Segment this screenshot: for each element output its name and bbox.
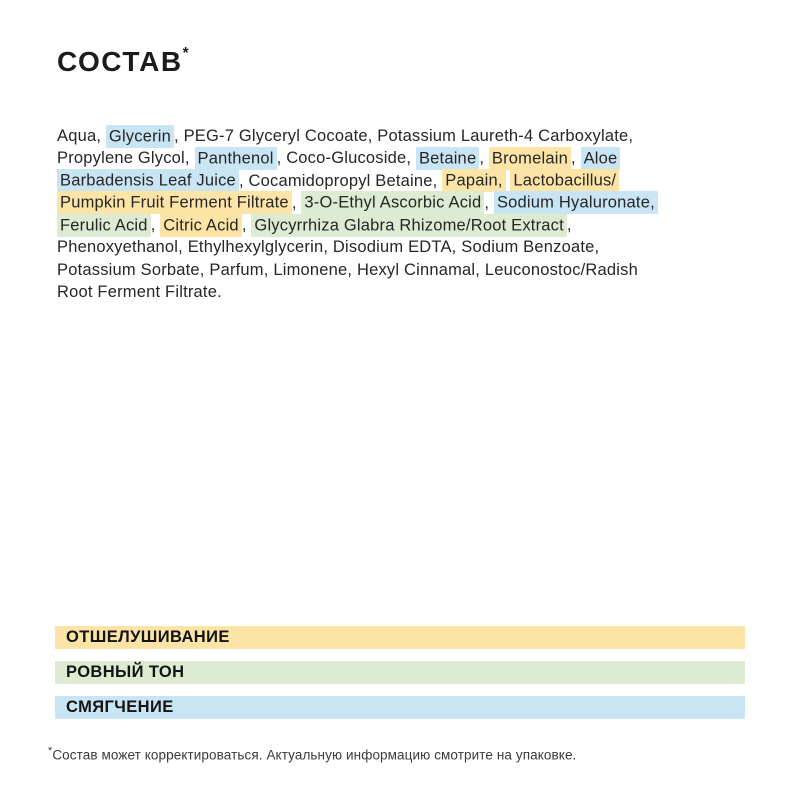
ingredient-text: , xyxy=(291,193,302,212)
ingredients-line xyxy=(57,147,747,169)
legend xyxy=(55,626,745,731)
legend-label: ОТШЕЛУШИВАНИЕ xyxy=(66,628,230,646)
footnote xyxy=(48,745,576,763)
title-asterisk: * xyxy=(182,44,189,62)
ingredient-text: , Cocamidopropyl Betaine, xyxy=(238,171,443,190)
legend-bar-green xyxy=(55,661,745,684)
ingredient-text: , xyxy=(150,216,161,235)
ingredient-text: Potassium Sorbate, Parfum, Limonene, Hexyl Cinnamal, Leuconostoc/Radish xyxy=(57,260,638,279)
ingredient-text: Aqua, xyxy=(57,127,106,145)
ingredients-line xyxy=(57,281,747,303)
ingredient-highlight-blue: Aloe xyxy=(581,147,621,170)
ingredients-line xyxy=(57,214,747,236)
ingredient-highlight-green: Glycyrrhiza Glabra Rhizome/Root Extract xyxy=(251,214,566,237)
ingredient-text: , xyxy=(566,216,572,235)
title-text: СОСТАВ xyxy=(57,46,183,77)
ingredient-text: Propylene Glycol, xyxy=(57,149,195,168)
ingredient-highlight-blue: Glycerin xyxy=(106,125,174,148)
ingredient-text: , xyxy=(484,193,494,212)
legend-label: СМЯГЧЕНИЕ xyxy=(66,698,174,716)
ingredients-line xyxy=(57,259,747,281)
ingredient-highlight-yellow: Papain, xyxy=(442,169,505,192)
footnote-text: Состав может корректироваться. Актуальную информацию смотрите на упаковке. xyxy=(52,747,577,763)
ingredients-line xyxy=(57,170,747,192)
ingredient-text: Phenoxyethanol, Ethylhexylglycerin, Disodium EDTA, Sodium Benzoate, xyxy=(57,238,600,257)
ingredient-highlight-yellow: Pumpkin Fruit Ferment Filtrate xyxy=(57,191,292,214)
ingredient-highlight-blue: Sodium Hyaluronate, xyxy=(494,191,658,214)
ingredient-highlight-yellow: Citric Acid xyxy=(160,214,242,237)
ingredients-text xyxy=(57,125,747,303)
ingredient-highlight-yellow: Lactobacillus/ xyxy=(510,169,619,192)
legend-bar-blue xyxy=(55,696,745,719)
ingredient-highlight-yellow: Bromelain xyxy=(489,147,571,170)
ingredients-line xyxy=(57,125,747,147)
ingredients-line xyxy=(57,192,747,214)
ingredient-text: Root Ferment Filtrate. xyxy=(57,283,222,302)
ingredient-text: , xyxy=(571,149,581,168)
footnote-marker: * xyxy=(48,745,53,757)
ingredient-text: , Coco-Glucoside, xyxy=(276,149,416,168)
page-title xyxy=(57,44,189,77)
ingredient-highlight-blue: Betaine xyxy=(416,147,479,170)
ingredients-line xyxy=(57,236,747,258)
legend-bar-yellow xyxy=(55,626,745,649)
ingredient-text: , PEG-7 Glyceryl Cocoate, Potassium Laureth-4 Carboxylate, xyxy=(174,127,634,145)
ingredient-text: , xyxy=(479,149,489,168)
ingredient-highlight-green: Ferulic Acid xyxy=(57,214,151,237)
ingredient-text: , xyxy=(241,216,252,235)
ingredient-highlight-green: 3-O-Ethyl Ascorbic Acid xyxy=(301,191,484,214)
ingredient-highlight-blue: Barbadensis Leaf Juice xyxy=(57,169,239,192)
legend-label: РОВНЫЙ ТОН xyxy=(66,663,185,681)
ingredient-highlight-blue: Panthenol xyxy=(195,147,277,170)
